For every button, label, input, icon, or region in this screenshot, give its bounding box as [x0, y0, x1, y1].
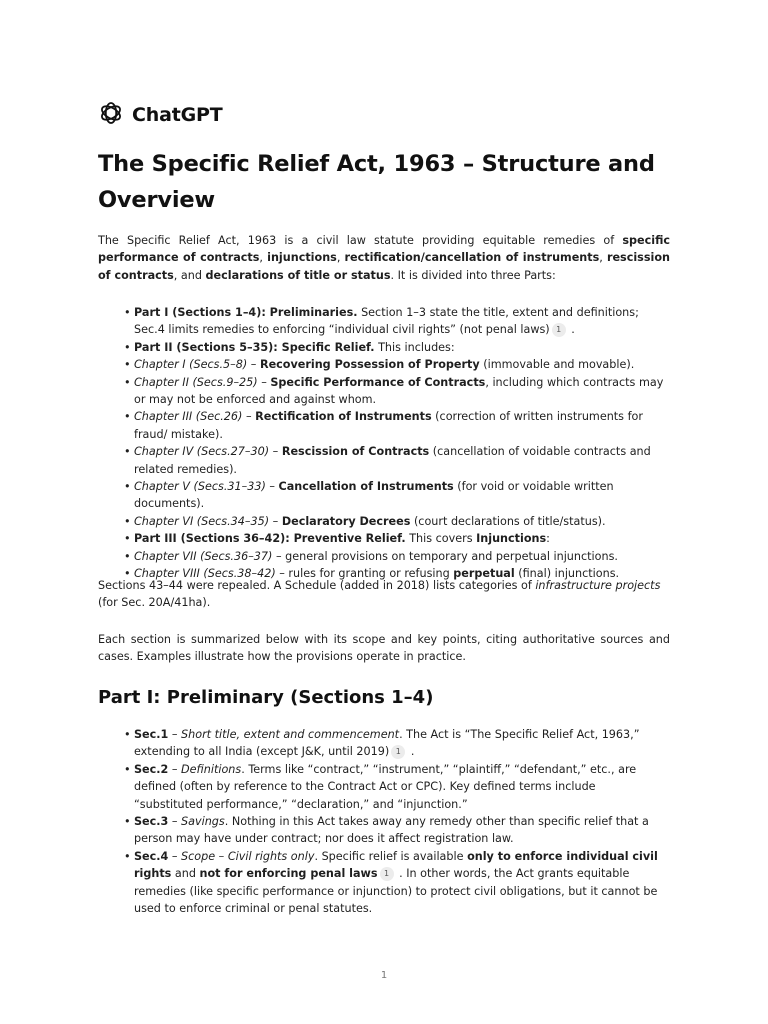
list-item: • Part III (Sections 36–42): Preventive Relief. This covers Injunctions:: [126, 530, 666, 547]
parts-list: [126, 304, 666, 583]
list-item: • Chapter IV (Secs.27–30) – Rescission of Contracts (cancellation of voidable contracts and related remedies).: [126, 443, 666, 478]
citation-badge[interactable]: 1: [380, 867, 394, 881]
openai-logo-icon: [98, 100, 124, 130]
list-item: • Chapter VI (Secs.34–35) – Declaratory Decrees (court declarations of title/status).: [126, 513, 666, 530]
brand-name: ChatGPT: [132, 104, 223, 126]
citation-badge[interactable]: 1: [391, 745, 405, 759]
list-item: • Chapter V (Secs.31–33) – Cancellation of Instruments (for void or voidable written documents).: [126, 478, 666, 513]
page-title: The Specific Relief Act, 1963 – Structure and Overview: [98, 151, 655, 213]
list-item: • Chapter I (Secs.5–8) – Recovering Possession of Property (immovable and movable).: [126, 356, 666, 373]
list-item: • Sec.4 – Scope – Civil rights only. Specific relief is available only to enforce individual civil rights and not for enforcing penal laws 1 . In other words, the Act grants equitable remedies (like specific performance or injunction) to protect civil obligations, but it cannot be used to enforce criminal or penal statutes.: [126, 848, 666, 918]
list-item: • Sec.3 – Savings. Nothing in this Act takes away any remedy other than specific relief that a person may have under contract; nor does it affect registration law.: [126, 813, 666, 848]
citation-badge[interactable]: 1: [552, 323, 566, 337]
list-item: • Chapter VIII (Secs.38–42) – rules for granting or refusing perpetual (final) injunctions.: [126, 565, 666, 582]
list-item: • Sec.2 – Definitions. Terms like “contract,” “instrument,” “plaintiff,” “defendant,” etc., are defined (often by reference to the Contract Act or CPC). Key defined terms include “substituted performance,” “declaration,” and “injunction.”: [126, 761, 666, 813]
list-item: • Part I (Sections 1–4): Preliminaries. Section 1–3 state the title, extent and definitions; Sec.4 limits remedies to enforcing “individual civil rights” (not penal laws) 1 .: [126, 304, 666, 339]
summary-note-paragraph: Each section is summarized below with its scope and key points, citing authoritative sources and cases. Examples illustrate how the provisions operate in practice.: [98, 633, 670, 664]
brand-header: [98, 100, 222, 130]
list-item: • Chapter III (Sec.26) – Rectification of Instruments (correction of written instruments for fraud/ mistake).: [126, 408, 666, 443]
list-item: • Chapter VII (Secs.36–37) – general provisions on temporary and perpetual injunctions.: [126, 548, 666, 565]
list-item: • Part II (Sections 5–35): Specific Relief. This includes:: [126, 339, 666, 356]
part1-heading: Part I: Preliminary (Sections 1–4): [98, 687, 434, 708]
intro-paragraph: The Specific Relief Act, 1963 is a civil law statute providing equitable remedies of specific performance of contracts, injunctions, rectification/cancellation of instruments, rescission of contracts, and declarations of title or status. It is divided into three Parts:: [98, 234, 670, 282]
list-item: • Sec.1 – Short title, extent and commencement. The Act is “The Specific Relief Act, 1963,” extending to all India (except J&K, until 2019) 1 .: [126, 726, 666, 761]
part1-sections-list: [126, 726, 666, 917]
page-number: 1: [380, 970, 388, 981]
repealed-sections-paragraph: Sections 43–44 were repealed. A Schedule (added in 2018) lists categories of infrastructure projects (for Sec. 20A/41ha).: [98, 579, 661, 610]
list-item: • Chapter II (Secs.9–25) – Specific Performance of Contracts, including which contracts may or may not be enforced and against whom.: [126, 374, 666, 409]
